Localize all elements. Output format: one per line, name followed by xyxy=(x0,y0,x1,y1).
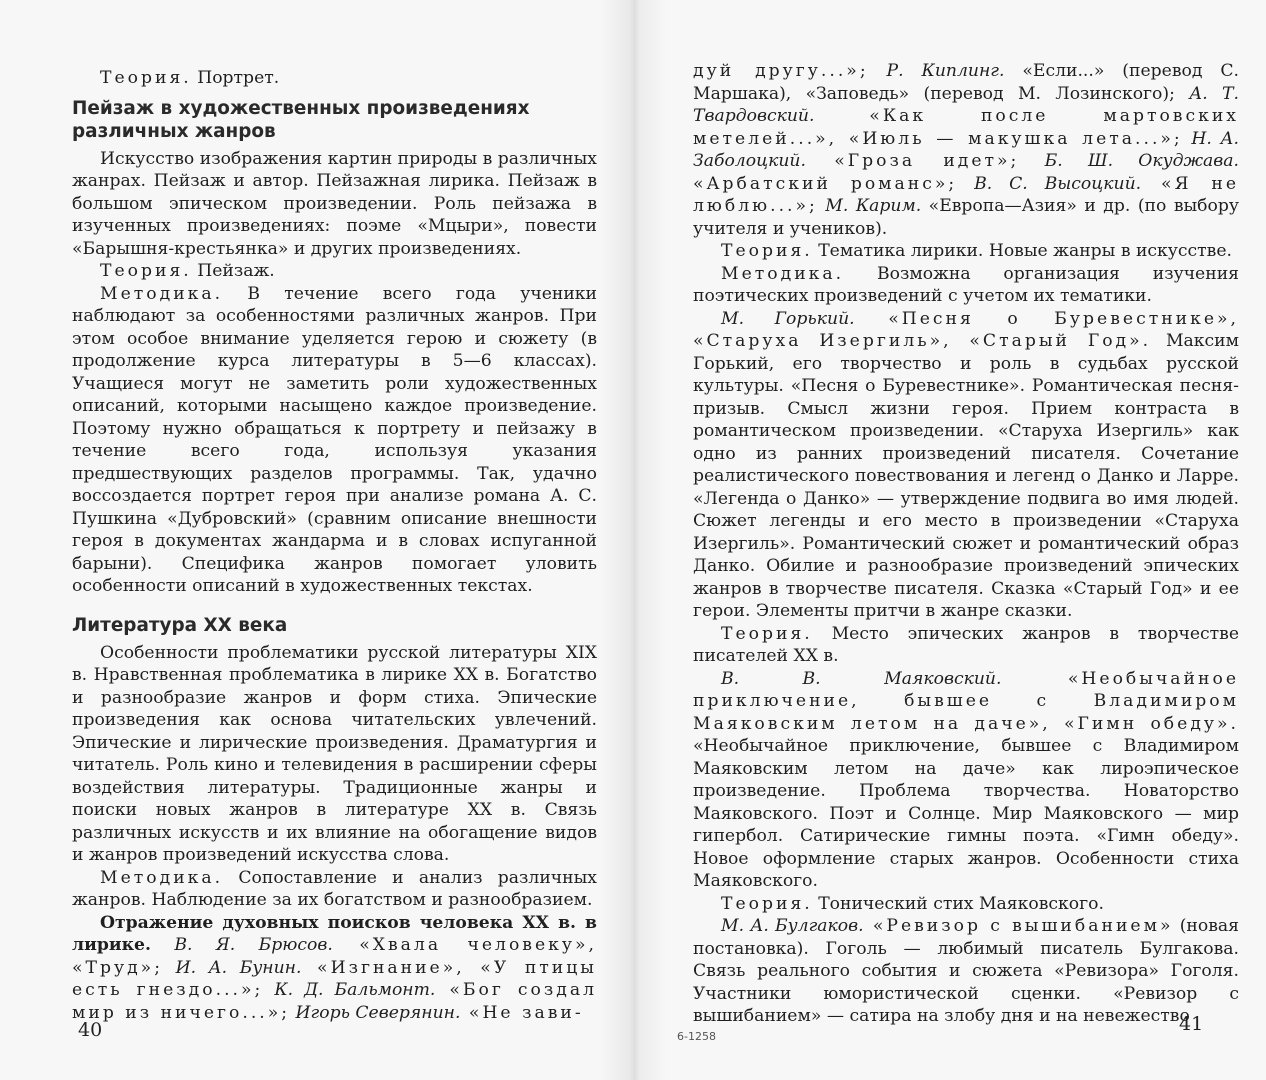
work-titles: дуй другу...»; xyxy=(693,61,869,81)
theory-text: Портрет. xyxy=(191,68,280,88)
work-titles: «Европа—Азия» и др. (по выбору учителя и учеников). xyxy=(693,196,1239,239)
author-name: Н. А. Заболоцкий. xyxy=(693,128,1240,171)
method-paragraph xyxy=(693,263,1239,308)
theory-portrait xyxy=(72,67,597,90)
work-titles: «Бог создал мир из ничего...»; xyxy=(72,980,597,1023)
theory-text: Пейзаж. xyxy=(191,261,275,281)
right-text-column xyxy=(693,60,1239,1028)
theory-label: Теория. xyxy=(721,893,813,914)
method-label: Методика. xyxy=(721,263,845,284)
work-titles: «Арбатский романс»; xyxy=(693,173,958,194)
author-name: Б. Ш. Окуджава. xyxy=(1019,151,1239,171)
author-name: Игорь Северянин. xyxy=(290,1002,461,1023)
page-number-right: 41 xyxy=(1179,1013,1204,1035)
work-titles: «Гроза идет»; xyxy=(805,151,1020,171)
poets-continuation xyxy=(693,60,1239,240)
paragraph-xx-century: Особенности проблематики русской литературы XIX в. Нравственная проблематика в лирике XX в. Богатство и разнообразие жанров и форм стиха. Эпические произведения как основа читательских увлечений. Эпические и лирические произведения. Драматургия и читатель. Роль кино и телевидения в расширении сферы воздействия литературы. Традиционные жанры и поиски новых жанров в литературе XX в. Связь различных искусств и их влияние на обогащение видов и жанров произведений искусства слова. xyxy=(72,642,597,865)
work-titles: «Как после мартовских метелей...», «Июль — макушка лета...»; xyxy=(693,106,1239,149)
work-titles: «Необычайное приключение, бывшее с Владимиром Маяковским летом на даче», «Гимн обеду». xyxy=(693,668,1239,734)
method-label: Методика. xyxy=(100,867,224,888)
author-name: М. Карим. xyxy=(817,196,922,216)
heading-xx-century: Литература XX века xyxy=(72,614,288,636)
theory-epic xyxy=(693,623,1239,668)
author-name: К. Д. Бальмонт. xyxy=(263,980,436,1000)
mayakovsky-paragraph xyxy=(693,668,1239,893)
work-titles: «Я не люблю...»; xyxy=(693,173,1240,216)
method-text: Сопоставление и анализ различных жанров. Наблюдение за их богатством и разнообразием. xyxy=(72,867,597,910)
work-titles: «Хвала человеку», «Труд»; xyxy=(72,935,597,978)
theory-tonic xyxy=(693,893,1239,916)
theory-lyrics xyxy=(693,240,1239,263)
method-paragraph xyxy=(72,283,597,598)
theory-text: Тематика лирики. Новые жанры в искусстве. xyxy=(812,241,1232,261)
author-name: В. Я. Брюсов. xyxy=(150,935,333,955)
theory-label: Теория. xyxy=(100,68,192,88)
author-name: М. Горький. xyxy=(721,308,855,329)
method-text: В течение всего года ученики наблюдают за особенностями различных жанров. При этом особое внимание уделяется герою и сюжету (в продолжение курса литературы в 5—6 классах). Учащиеся могут не заметить роли художественных описаний, которыми насыщено каждое произведение. Поэтому нужно обращаться к портрету и пейзажу в течение всего года, используя указания предшествующих разделов программы. Так, удачно воссоздается портрет героя при анализе романа А. С. Пушкина «Дубровский» (сравним описание внешности героя в документах жандарма и в словах испуганной барыни). Специфика жанров помогает уловить особенности описаний в художественных текстах. xyxy=(72,283,597,596)
work-titles: «Песня о Буревестнике», «Старуха Изергиль», «Старый Год». xyxy=(693,308,1240,351)
bulgakov-paragraph xyxy=(693,915,1239,1028)
method-paragraph xyxy=(72,867,597,912)
work-titles: «Ревизор с вышибанием» xyxy=(863,916,1174,936)
gorky-paragraph xyxy=(693,308,1239,623)
paragraph-landscape: Искусство изображения картин природы в различных жанрах. Пейзаж и автор. Пейзажная лирика. Пейзаж в большом эпическом произведении. Роль пейзажа в изученных произведениях: поэме «Мцыри», повести «Барышня-крестьянка» и других произведениях. xyxy=(72,148,597,259)
left-text-column xyxy=(72,67,597,1024)
author-name: Р. Киплинг. xyxy=(868,61,1005,81)
author-name: В. С. Высоцкий. xyxy=(957,173,1142,194)
body-text: «Необычайное приключение, бывшее с Владимиром Маяковским летом на даче» как лироэпическое произведение. Проблема творчества. Новаторство Маяковского. Поэт и Солнце. Мир Маяковского — мир гипербол. Сатирические гимны поэта. «Гимн обеду». Новое оформление старых жанров. Особенности стиха Маяковского. xyxy=(693,736,1239,891)
theory-label: Теория. xyxy=(721,623,813,644)
theory-label: Теория. xyxy=(100,261,192,281)
method-label: Методика. xyxy=(100,283,224,304)
heading-landscape: Пейзаж в художественных произведениях различных жанров xyxy=(72,97,530,142)
author-name: М. А. Булгаков. xyxy=(721,916,864,936)
theory-text: Тонический стих Маяковского. xyxy=(812,893,1104,914)
theory-landscape xyxy=(72,260,597,283)
reflection-heading: Отражение духовных поисков человека XX в. в лирике. xyxy=(72,912,597,955)
work-titles: «Изгнание», «У птицы есть гнездо...»; xyxy=(72,957,597,1000)
reflection-paragraph xyxy=(72,912,597,1025)
work-titles: «Не зави- xyxy=(460,1002,584,1023)
right-page xyxy=(633,0,1266,1080)
work-titles: «Если...» (перевод С. Маршака), «Заповедь» (перевод М. Лозинского); xyxy=(693,61,1239,104)
theory-text: Место эпических жанров в творчестве писателей XX в. xyxy=(693,623,1239,666)
author-name: И. А. Бунин. xyxy=(162,957,302,978)
body-text: Максим Горький, его творчество и роль в судьбах русской культуры. «Песня о Буревестнике». Романтическая песня-призыв. Смысл жизни героя. Прием контраста в романтическом произведении. «Старуха Изергиль» как одно из ранних произведений писателя. Сочетание реалистического повествования и легенд о Данко и Ларре. «Легенда о Данко» — утверждение подвига во имя людей. Сюжет легенды и его место в произведении «Старуха Изергиль». Романтический сюжет и романтический образ Данко. Обилие и разнообразие произведений эпических жанров в творчестве писателя. Сказка «Старый Год» и ее герои. Элементы притчи в жанре сказки. xyxy=(693,331,1239,621)
author-name: В. В. Маяковский. xyxy=(721,668,1002,689)
print-code: 6-1258 xyxy=(677,1030,716,1043)
method-text: Возможна организация изучения поэтических произведений с учетом их тематики. xyxy=(693,263,1239,306)
author-name: А. Т. Твардовский. xyxy=(693,83,1239,126)
page-number-left: 40 xyxy=(78,1019,103,1041)
body-text: (новая постановка). Гоголь — любимый писатель Булгакова. Связь реального события и сюжета «Ревизора» Гоголя. Участники юмористической сценки. «Ревизор с вышибанием» — сатира на злобу дня и на невежество xyxy=(693,916,1239,1026)
theory-label: Теория. xyxy=(721,241,813,261)
